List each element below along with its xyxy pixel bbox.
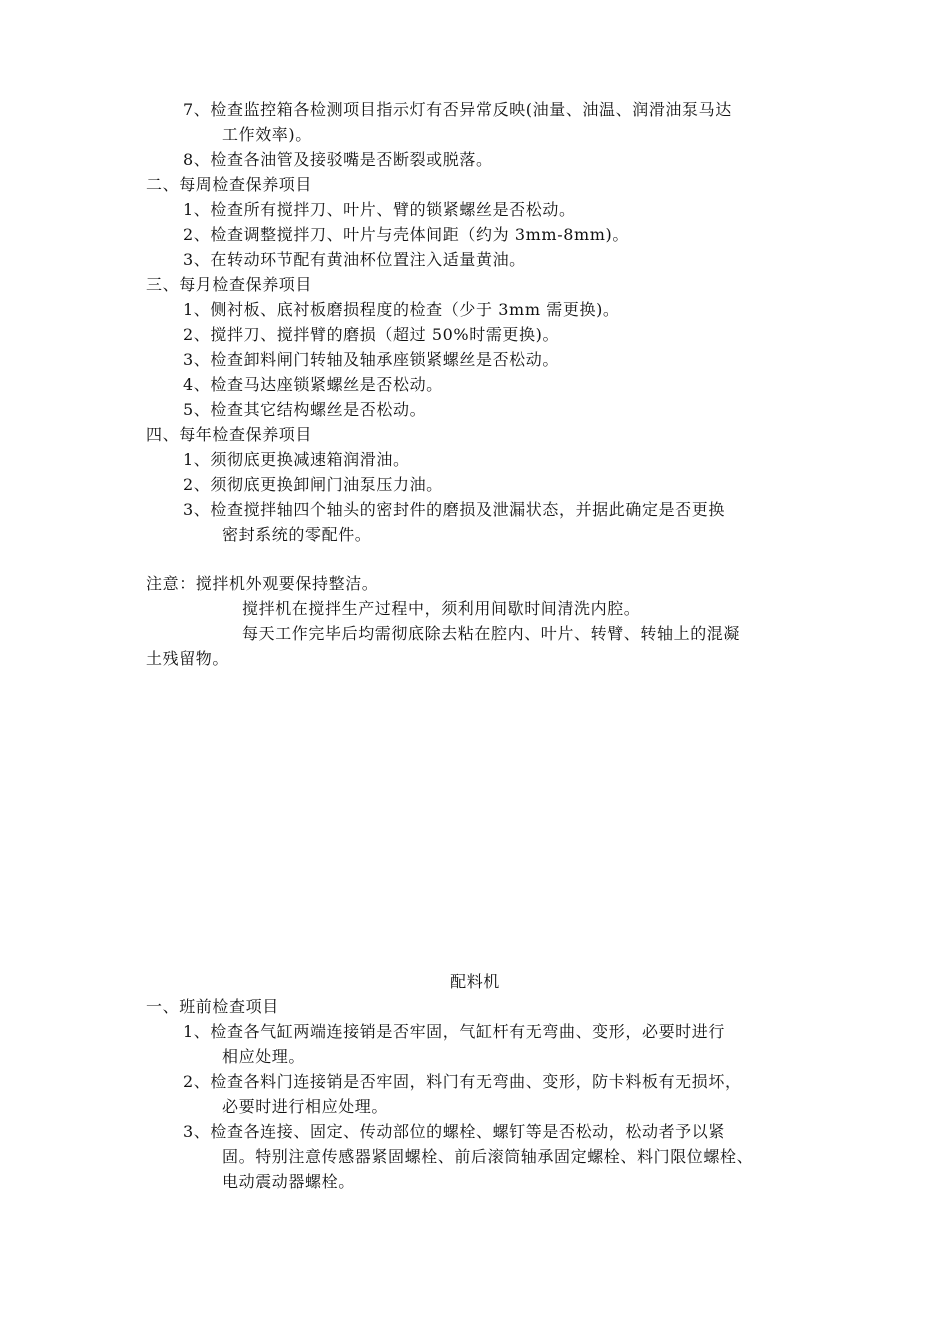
list-item: 8、检查各油管及接驳嘴是否断裂或脱落。: [183, 150, 493, 169]
page-title: 配料机: [450, 972, 500, 991]
list-item-continuation: 固。特别注意传感器紧固螺栓、前后滚筒轴承固定螺栓、料门限位螺栓、: [222, 1147, 754, 1166]
note-line: 注意：搅拌机外观要保持整洁。: [146, 574, 379, 593]
list-item: 2、须彻底更换卸闸门油泵压力油。: [183, 475, 443, 494]
list-item: 4、检查马达座锁紧螺丝是否松动。: [183, 375, 443, 394]
list-item: 5、检查其它结构螺丝是否松动。: [183, 400, 427, 419]
note-line: 土残留物。: [146, 649, 230, 668]
list-item: 3、在转动环节配有黄油杯位置注入适量黄油。: [183, 250, 526, 269]
section-heading-weekly: 二、每周检查保养项目: [146, 175, 313, 194]
list-item: 1、侧衬板、底衬板磨损程度的检查（少于 3mm 需更换)。: [183, 300, 620, 319]
list-item: 1、检查所有搅拌刀、叶片、臂的锁紧螺丝是否松动。: [183, 200, 576, 219]
list-item: 3、检查卸料闸门转轴及轴承座锁紧螺丝是否松动。: [183, 350, 559, 369]
list-item-continuation: 工作效率)。: [222, 125, 312, 144]
list-item-continuation: 密封系统的零配件。: [222, 525, 372, 544]
list-item: 2、搅拌刀、搅拌臂的磨损（超过 50%时需更换)。: [183, 325, 560, 344]
list-item-continuation: 相应处理。: [222, 1047, 306, 1066]
note-line: 每天工作完毕后均需彻底除去粘在腔内、叶片、转臂、转轴上的混凝: [242, 624, 741, 643]
list-item: 2、检查各料门连接销是否牢固，料门有无弯曲、变形，防卡料板有无损坏，: [183, 1072, 742, 1091]
list-item: 1、检查各气缸两端连接销是否牢固，气缸杆有无弯曲、变形，必要时进行: [183, 1022, 725, 1041]
list-item-continuation: 必要时进行相应处理。: [222, 1097, 389, 1116]
note-line: 搅拌机在搅拌生产过程中，须利用间歇时间清洗内腔。: [242, 599, 641, 618]
list-item: 7、检查监控箱各检测项目指示灯有否异常反映(油量、油温、润滑油泵马达: [183, 100, 732, 119]
list-item: 3、检查各连接、固定、传动部位的螺栓、螺钉等是否松动，松动者予以紧: [183, 1122, 725, 1141]
section-heading-pre-shift: 一、班前检查项目: [146, 997, 279, 1016]
list-item: 1、须彻底更换减速箱润滑油。: [183, 450, 410, 469]
section-heading-monthly: 三、每月检查保养项目: [146, 275, 313, 294]
list-item: 2、检查调整搅拌刀、叶片与壳体间距（约为 3mm-8mm)。: [183, 225, 629, 244]
section-heading-yearly: 四、每年检查保养项目: [146, 425, 313, 444]
list-item-continuation: 电动震动器螺栓。: [222, 1172, 355, 1191]
list-item: 3、检查搅拌轴四个轴头的密封件的磨损及泄漏状态，并据此确定是否更换: [183, 500, 725, 519]
